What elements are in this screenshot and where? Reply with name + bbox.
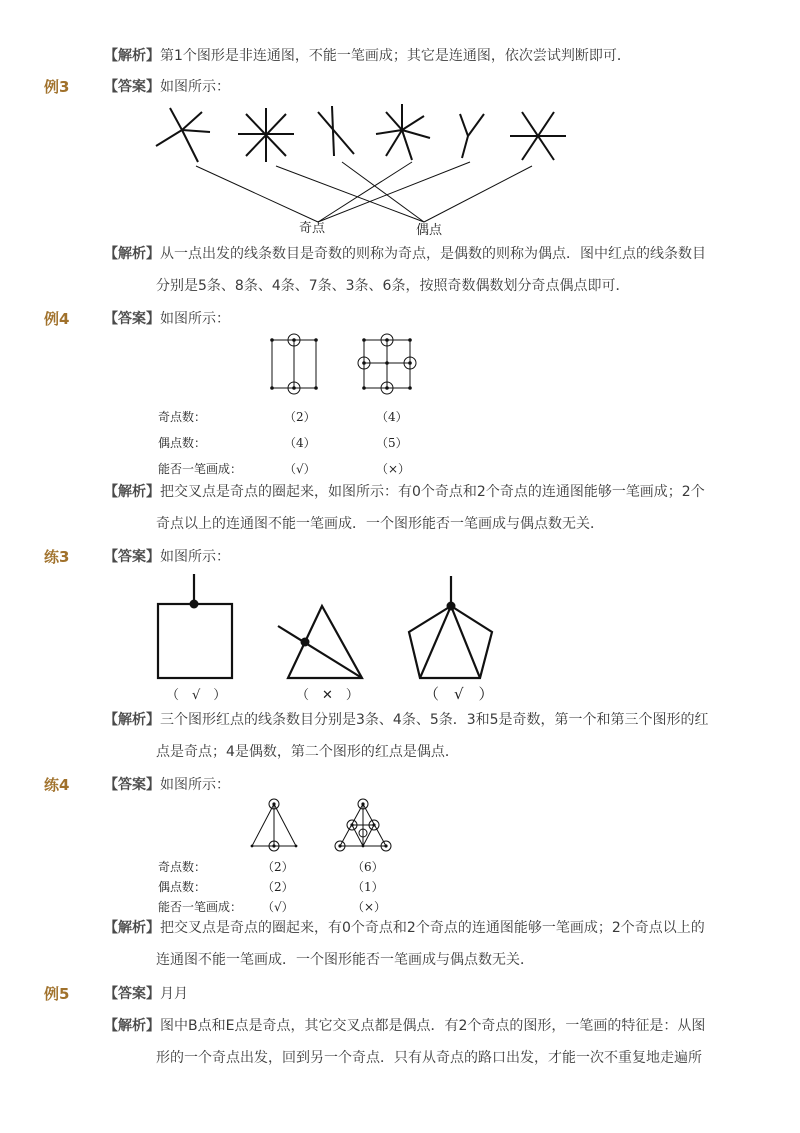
table-cell: （2） [262, 880, 294, 894]
analysis-line: 【解析】第1个图形是非连通图，不能一笔画成；其它是连通图，依次尝试判断即可． [104, 48, 631, 64]
table-cell: （×） [376, 462, 411, 476]
triangle-figures [0, 798, 800, 858]
answer-line: 【答案】如图所示： [104, 311, 230, 327]
even-point-label: 偶点 [416, 223, 443, 238]
judge-mark: （ ✕ ） [296, 688, 359, 703]
answer-tag: 【答案】 [104, 79, 160, 95]
star-figure-4 [376, 104, 430, 160]
answer-line: 【答案】如图所示： [104, 777, 230, 793]
star-figure-6 [510, 112, 566, 160]
table-row-label: 能否一笔画成： [158, 462, 243, 476]
analysis-line: 【解析】图中B点和E点是奇点，其它交叉点都是偶点．有2个奇点的图形，一笔画的特征是：从图 [104, 1018, 706, 1034]
analysis-line-cont: 点是奇点；4是偶数，第二个图形的红点是偶点． [156, 744, 459, 760]
table-cell: （2） [284, 410, 316, 424]
table-cell: （2） [262, 860, 294, 874]
table-cell: （6） [352, 860, 384, 874]
answer-line: 【答案】月月 [104, 986, 188, 1002]
analysis-line-cont: 奇点以上的连通图不能一笔画成．一个图形能否一笔画成与偶点数无关． [156, 516, 604, 532]
table-row-label: 能否一笔画成： [158, 900, 243, 914]
odd-point-label: 奇点 [299, 221, 326, 236]
analysis-line-cont: 连通图不能一笔画成．一个图形能否一笔画成与偶点数无关． [156, 952, 534, 968]
table-row-label: 偶点数： [158, 436, 207, 450]
judge-mark: （ √ ） [166, 688, 227, 703]
table-cell: （4） [284, 436, 316, 450]
analysis-line-cont: 形的一个奇点出发，回到另一个奇点．只有从奇点的路口出发，才能一次不重复地走遍所 [156, 1050, 702, 1066]
shape-figures [0, 572, 800, 692]
table-cell: （5） [376, 436, 408, 450]
star-figure-2 [238, 108, 294, 162]
practice-label: 练4 [44, 776, 70, 794]
table-cell: （1） [352, 880, 384, 894]
judge-mark: （ √ ） [424, 685, 494, 703]
table-cell: （√） [284, 462, 316, 476]
grid-figures [0, 336, 800, 396]
analysis-line: 【解析】三个图形红点的线条数目分别是3条、4条、5条．3和5是奇数，第一个和第三个图形的红 [104, 712, 709, 728]
example-label: 例5 [44, 985, 70, 1003]
y-figure-5 [460, 114, 484, 158]
analysis-line: 【解析】把交叉点是奇点的圈起来，有0个奇点和2个奇点的连通图能够一笔画成；2个奇点以上的 [104, 920, 705, 936]
analysis-line: 【解析】从一点出发的线条数目是奇数的则称为奇点，是偶数的则称为偶点．图中红点的线条数目 [104, 246, 706, 262]
star-figure-3 [318, 106, 354, 156]
table-cell: （4） [376, 410, 408, 424]
answer-line: 【答案】如图所示： [104, 549, 230, 565]
example-label: 例3 [44, 78, 70, 96]
table-row-label: 偶点数： [158, 880, 207, 894]
analysis-tag: 【解析】 [104, 48, 160, 64]
table-cell: （×） [352, 900, 387, 914]
table-row-label: 奇点数： [158, 410, 207, 424]
example-label: 例4 [44, 310, 70, 328]
analysis-line: 【解析】把交叉点是奇点的圈起来，如图所示：有0个奇点和2个奇点的连通图能够一笔画成；2个 [104, 484, 705, 500]
analysis-line-cont: 分别是5条、8条、4条、7条、3条、6条，按照奇数偶数划分奇点偶点即可． [156, 278, 630, 294]
table-cell: （√） [262, 900, 294, 914]
practice-label: 练3 [44, 548, 70, 566]
table-row-label: 奇点数： [158, 860, 207, 874]
star-figures [0, 100, 800, 240]
answer-line: 【答案】如图所示： [104, 79, 230, 95]
